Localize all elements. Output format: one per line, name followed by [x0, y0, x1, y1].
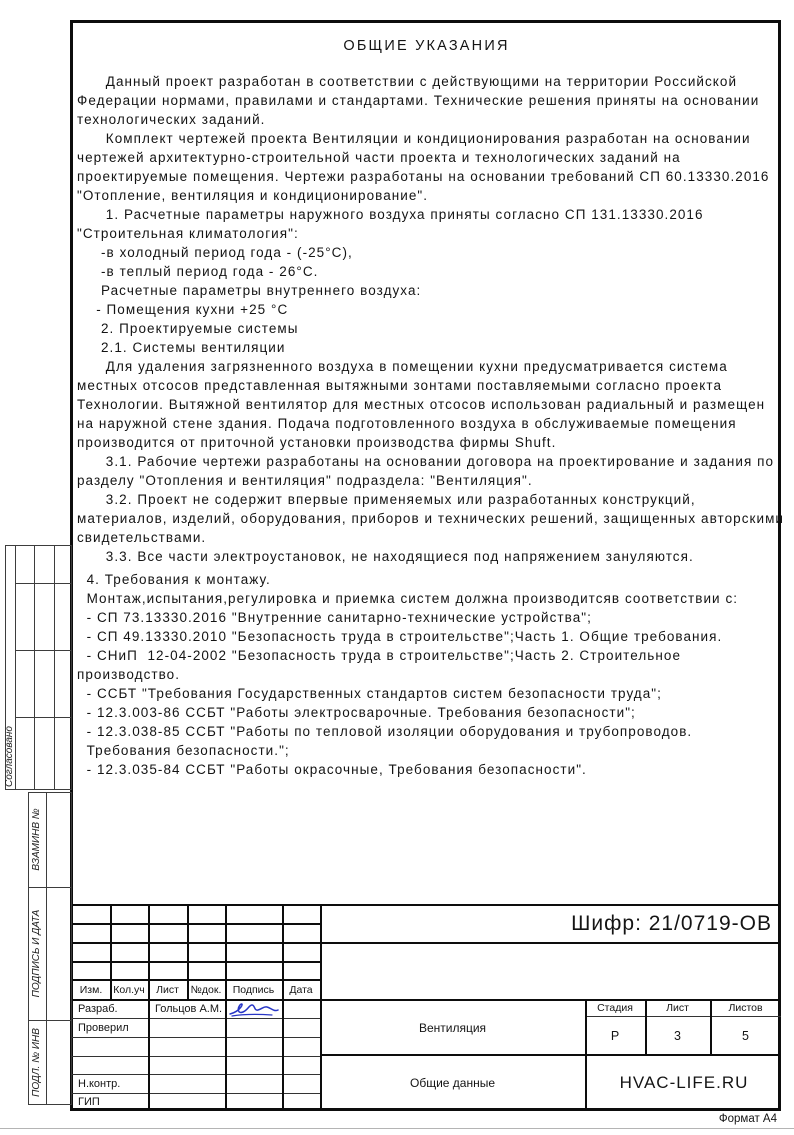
body-line: Технологии. Вытяжной вентилятор для местных отсосов использован радиальный и размещен — [77, 397, 766, 412]
body-line: - СНиП 12-04-2002 "Безопасность труда в строительстве";Часть 2. Строительное — [77, 648, 681, 663]
body-line: "Строительная климатология": — [77, 226, 299, 241]
body-line: Для удаления загрязненного воздуха в помещении кухни предусматривается система — [77, 359, 728, 374]
change-header-ndok: №док. — [190, 983, 222, 996]
body-text — [77, 72, 784, 779]
row-label-nkontr: Н.контр. — [78, 1078, 121, 1090]
row-label-razrab: Разраб. — [78, 1003, 118, 1015]
body-line: - 12.3.003-86 ССБТ "Работы электросварочные. Требования безопасности"; — [77, 705, 636, 720]
company-name: HVAC-LIFE.RU — [619, 1072, 749, 1092]
body-line: - 12.3.035-84 ССБТ "Работы окрасочные, Требования безопасности". — [77, 762, 587, 777]
sheets-header: Листов — [728, 1002, 763, 1014]
body-line: свидетельствами. — [77, 530, 207, 545]
body-line: материалов, изделий, оборудования, приборов и технических решений, защищенных авторскими — [77, 511, 784, 526]
change-header-podpis: Подпись — [232, 983, 275, 996]
cipher-value: Шифр: 21/0719-ОВ — [571, 911, 772, 935]
side-label-approved: Согласовано — [4, 726, 15, 787]
grid-line — [54, 545, 55, 790]
sheet-value: 3 — [674, 1028, 681, 1043]
side-label-podpis-data: ПОДПИСЬ И ДАТА — [31, 909, 42, 998]
change-header-data: Дата — [289, 983, 313, 996]
body-line: 4. Требования к монтажу. — [77, 572, 271, 587]
body-line: чертежей архитектурно-строительной части проекта и технологических заданий на — [77, 150, 681, 165]
body-line: -в холодный период года - (-25°С), — [77, 245, 353, 260]
titleblock-line — [72, 942, 781, 944]
body-line: Требования безопасности."; — [77, 743, 290, 758]
sheet-header: Лист — [666, 1002, 689, 1014]
side-label-vzam-inv: ВЗАМИНВ № — [31, 808, 42, 871]
body-line: "Отопление, вентиляция и кондиционирование". — [77, 188, 429, 203]
body-line: -в теплый период года - 26°С. — [77, 264, 319, 279]
body-line: Федерации нормами, правилами и стандартами. Технические решения приняты на основании — [77, 93, 760, 108]
body-line: Комплект чертежей проекта Вентиляции и кондиционирования разработан на основании — [77, 131, 751, 146]
titleblock-line — [148, 904, 150, 1111]
format-label: Формат А4 — [718, 1113, 777, 1125]
body-line: 3.2. Проект не содержит впервые применяемых или разработанных конструкций, — [77, 492, 696, 507]
row-name-razrab: Гольцов А.М. — [155, 1003, 223, 1015]
body-line: 1. Расчетные параметры наружного воздуха приняты согласно СП 131.13330.2016 — [77, 207, 704, 222]
grid-line — [15, 583, 72, 584]
change-header-izm: Изм. — [79, 983, 103, 996]
titleblock-line — [225, 904, 227, 1111]
grid-line — [15, 717, 72, 718]
body-line: - Помещения кухни +25 °С — [77, 302, 289, 317]
body-line: - 12.3.038-85 ССБТ "Работы по тепловой изоляции оборудования и трубопроводов. — [77, 724, 693, 739]
side-label-podl-inv: ПОДЛ. № ИНВ — [31, 1028, 42, 1097]
grid-line — [46, 792, 47, 1105]
body-line: Монтаж,испытания,регулировка и приемка систем должна производитсяв соответствии с: — [77, 591, 739, 606]
signature-icon — [228, 1001, 280, 1018]
body-line: разделу "Отопления и вентиляция" подраздела: "Вентиляция". — [77, 473, 533, 488]
page-title: ОБЩИЕ УКАЗАНИЯ — [343, 38, 510, 54]
doc-title: Вентиляция — [418, 1020, 487, 1035]
row-label-proveril: Проверил — [78, 1022, 129, 1034]
body-line: производится от приточной установки производства фирмы Shuft. — [77, 435, 557, 450]
titleblock-line — [282, 904, 284, 1111]
body-line: 2.1. Системы вентиляции — [77, 340, 286, 355]
grid-line — [34, 545, 35, 790]
body-line: 3.3. Все части электроустановок, не находящиеся под напряжением зануляются. — [77, 549, 694, 564]
body-line: Расчетные параметры внутреннего воздуха: — [77, 283, 422, 298]
body-line: - ССБТ "Требования Государственных стандартов систем безопасности труда"; — [77, 686, 662, 701]
page-edge-line — [0, 1128, 794, 1129]
body-line: на наружной стене здания. Подача подготовленного воздуха в обслуживаемые помещения — [77, 416, 737, 431]
body-line: - СП 73.13330.2016 "Внутренние санитарно-технические устройства"; — [77, 610, 592, 625]
grid-line — [15, 650, 72, 651]
body-line: местных отсосов представленная вытяжными зонтами поставляемыми согласно проекта — [77, 378, 723, 393]
body-line: проектируемые помещения. Чертежи разработаны на основании требований СП 60.13330.2016 — [77, 169, 770, 184]
body-line: Данный проект разработан в соответствии с действующими на территории Российской — [77, 74, 738, 89]
change-header-list: Лист — [156, 983, 179, 996]
body-line: 3.1. Рабочие чертежи разработаны на основании договора на проектирование и задания по — [77, 454, 775, 469]
grid-line — [15, 545, 16, 790]
row-label-gip: ГИП — [78, 1096, 100, 1108]
body-line: производство. — [77, 667, 181, 682]
sheets-value: 5 — [742, 1028, 749, 1043]
doc-subtitle: Общие данные — [409, 1075, 496, 1090]
body-line: 2. Проектируемые системы — [77, 321, 299, 336]
stage-value: Р — [610, 1028, 620, 1043]
body-line: технологических заданий. — [77, 112, 266, 127]
body-line: - СП 49.13330.2010 "Безопасность труда в строительстве";Часть 1. Общие требования. — [77, 629, 723, 644]
change-header-koluch: Кол.уч — [113, 983, 145, 996]
stage-header: Стадия — [597, 1002, 633, 1014]
